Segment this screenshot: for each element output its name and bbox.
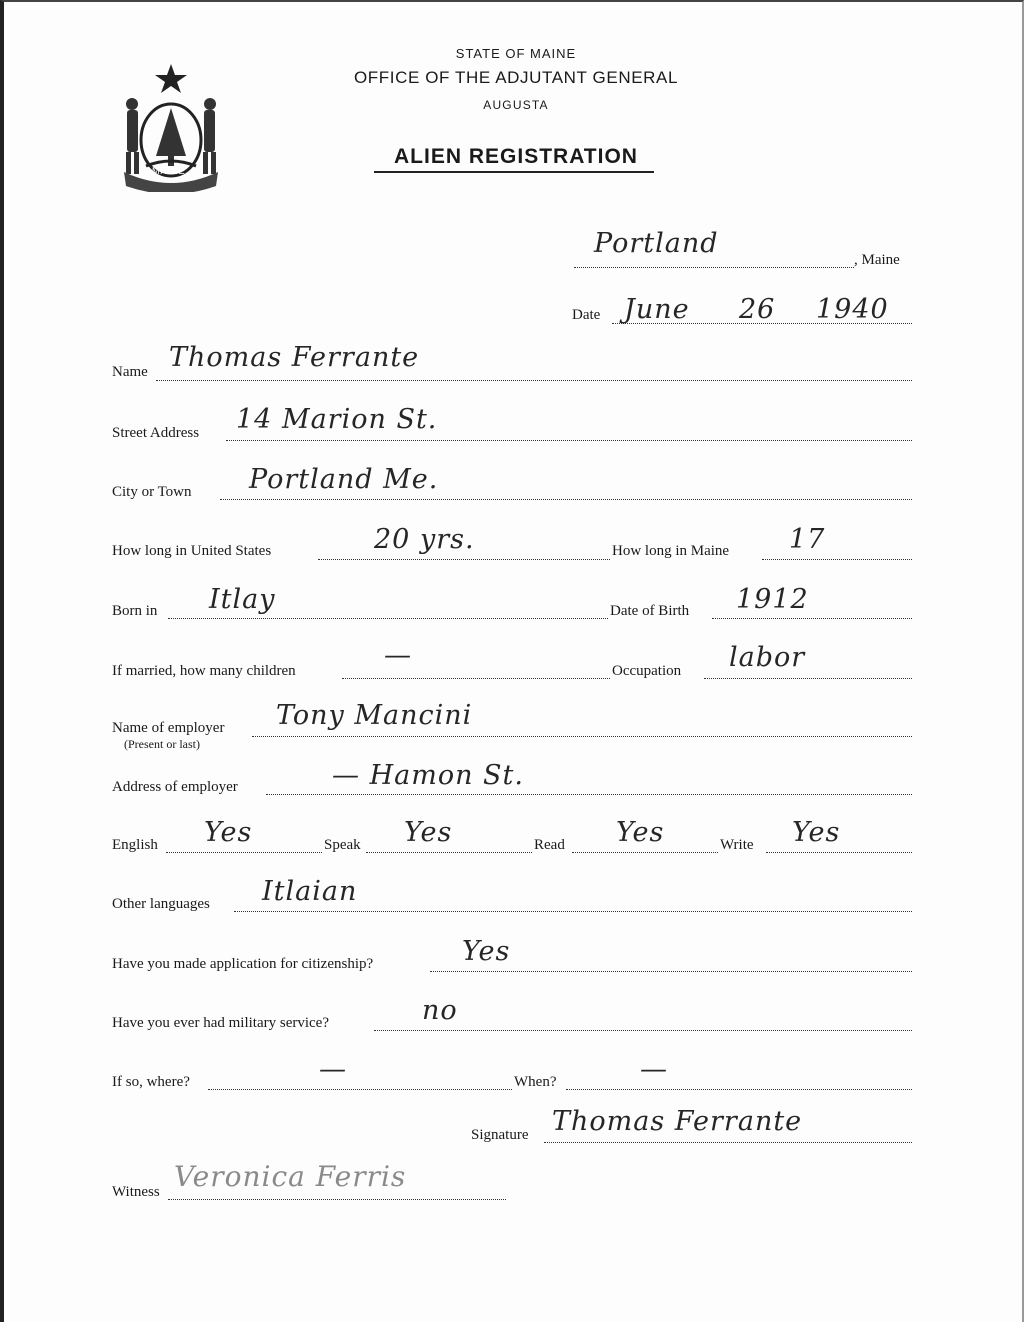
- employer-address-value[interactable]: — Hamon St.: [332, 760, 524, 791]
- born-line: [168, 618, 608, 619]
- write-line: [766, 852, 912, 853]
- street-line: [226, 440, 912, 441]
- read-line: [572, 852, 718, 853]
- employer-value[interactable]: Tony Mancini: [276, 700, 473, 731]
- seal-motto: MAINE: [152, 166, 186, 176]
- employer-address-label: Address of employer: [112, 779, 238, 795]
- date-day[interactable]: 26: [739, 294, 776, 325]
- born-label: Born in: [112, 603, 158, 619]
- maine-years-label: How long in Maine: [612, 543, 730, 559]
- citizenship-label: Have you made application for citizenship?: [112, 956, 374, 972]
- place-value[interactable]: Portland: [594, 228, 719, 259]
- header-state: STATE OF MAINE: [455, 46, 577, 61]
- header-city: AUGUSTA: [483, 98, 549, 112]
- other-languages-value[interactable]: Itlaian: [262, 876, 358, 907]
- read-value[interactable]: Yes: [616, 817, 665, 848]
- write-label: Write: [720, 837, 754, 853]
- city-line: [220, 499, 912, 500]
- place-label: , Maine: [854, 252, 900, 268]
- signature-line: [544, 1142, 912, 1143]
- us-years-line: [318, 559, 610, 560]
- form-title: ALIEN REGISTRATION: [394, 145, 638, 168]
- military-label: Have you ever had military service?: [112, 1015, 329, 1031]
- city-value[interactable]: Portland Me.: [249, 464, 439, 495]
- date-year[interactable]: 1940: [816, 294, 889, 325]
- other-languages-label: Other languages: [112, 896, 210, 912]
- born-value[interactable]: Itlay: [209, 584, 276, 615]
- employer-address-line: [266, 794, 912, 795]
- children-label: If married, how many children: [112, 663, 296, 679]
- other-languages-line: [234, 911, 912, 912]
- witness-line: [168, 1199, 506, 1200]
- when-value[interactable]: —: [640, 1054, 668, 1085]
- read-label: Read: [534, 837, 565, 853]
- write-value[interactable]: Yes: [792, 817, 841, 848]
- employer-label: Name of employer: [112, 720, 225, 736]
- when-label: When?: [514, 1074, 557, 1090]
- place-line: [574, 267, 854, 268]
- where-label: If so, where?: [112, 1074, 190, 1090]
- when-line: [566, 1089, 912, 1090]
- children-line: [342, 678, 610, 679]
- signature-value[interactable]: Thomas Ferrante: [552, 1106, 803, 1137]
- english-label: English: [112, 837, 158, 853]
- header-office: OFFICE OF THE ADJUTANT GENERAL: [353, 68, 679, 87]
- dob-line: [712, 618, 912, 619]
- date-label: Date: [572, 307, 601, 323]
- street-value[interactable]: 14 Marion St.: [236, 404, 438, 435]
- witness-label: Witness: [112, 1184, 160, 1200]
- dob-label: Date of Birth: [610, 603, 690, 619]
- us-years-value[interactable]: 20 yrs.: [374, 524, 475, 555]
- english-value[interactable]: Yes: [204, 817, 253, 848]
- citizenship-line: [430, 971, 912, 972]
- occupation-label: Occupation: [612, 663, 682, 679]
- occupation-value[interactable]: labor: [729, 642, 806, 673]
- witness-value[interactable]: Veronica Ferris: [174, 1160, 407, 1193]
- name-value[interactable]: Thomas Ferrante: [169, 342, 420, 373]
- speak-line: [366, 852, 532, 853]
- occupation-line: [704, 678, 912, 679]
- street-label: Street Address: [112, 425, 200, 441]
- employer-sublabel: (Present or last): [124, 737, 200, 751]
- signature-label: Signature: [471, 1127, 529, 1143]
- city-label: City or Town: [112, 484, 192, 500]
- english-line: [166, 852, 322, 853]
- military-line: [374, 1030, 912, 1031]
- where-line: [208, 1089, 512, 1090]
- employer-line: [252, 736, 912, 737]
- speak-value[interactable]: Yes: [404, 817, 453, 848]
- citizenship-value[interactable]: Yes: [462, 936, 511, 967]
- name-line: [156, 380, 912, 381]
- maine-years-line: [762, 559, 912, 560]
- speak-label: Speak: [324, 837, 361, 853]
- title-underline: [374, 171, 654, 173]
- us-years-label: How long in United States: [112, 543, 272, 559]
- where-value[interactable]: —: [319, 1054, 347, 1085]
- date-month[interactable]: June: [624, 294, 690, 325]
- name-label: Name: [112, 364, 148, 380]
- children-value[interactable]: —: [384, 640, 412, 671]
- military-value[interactable]: no: [422, 995, 458, 1026]
- maine-years-value[interactable]: 17: [789, 524, 826, 555]
- dob-value[interactable]: 1912: [736, 584, 809, 615]
